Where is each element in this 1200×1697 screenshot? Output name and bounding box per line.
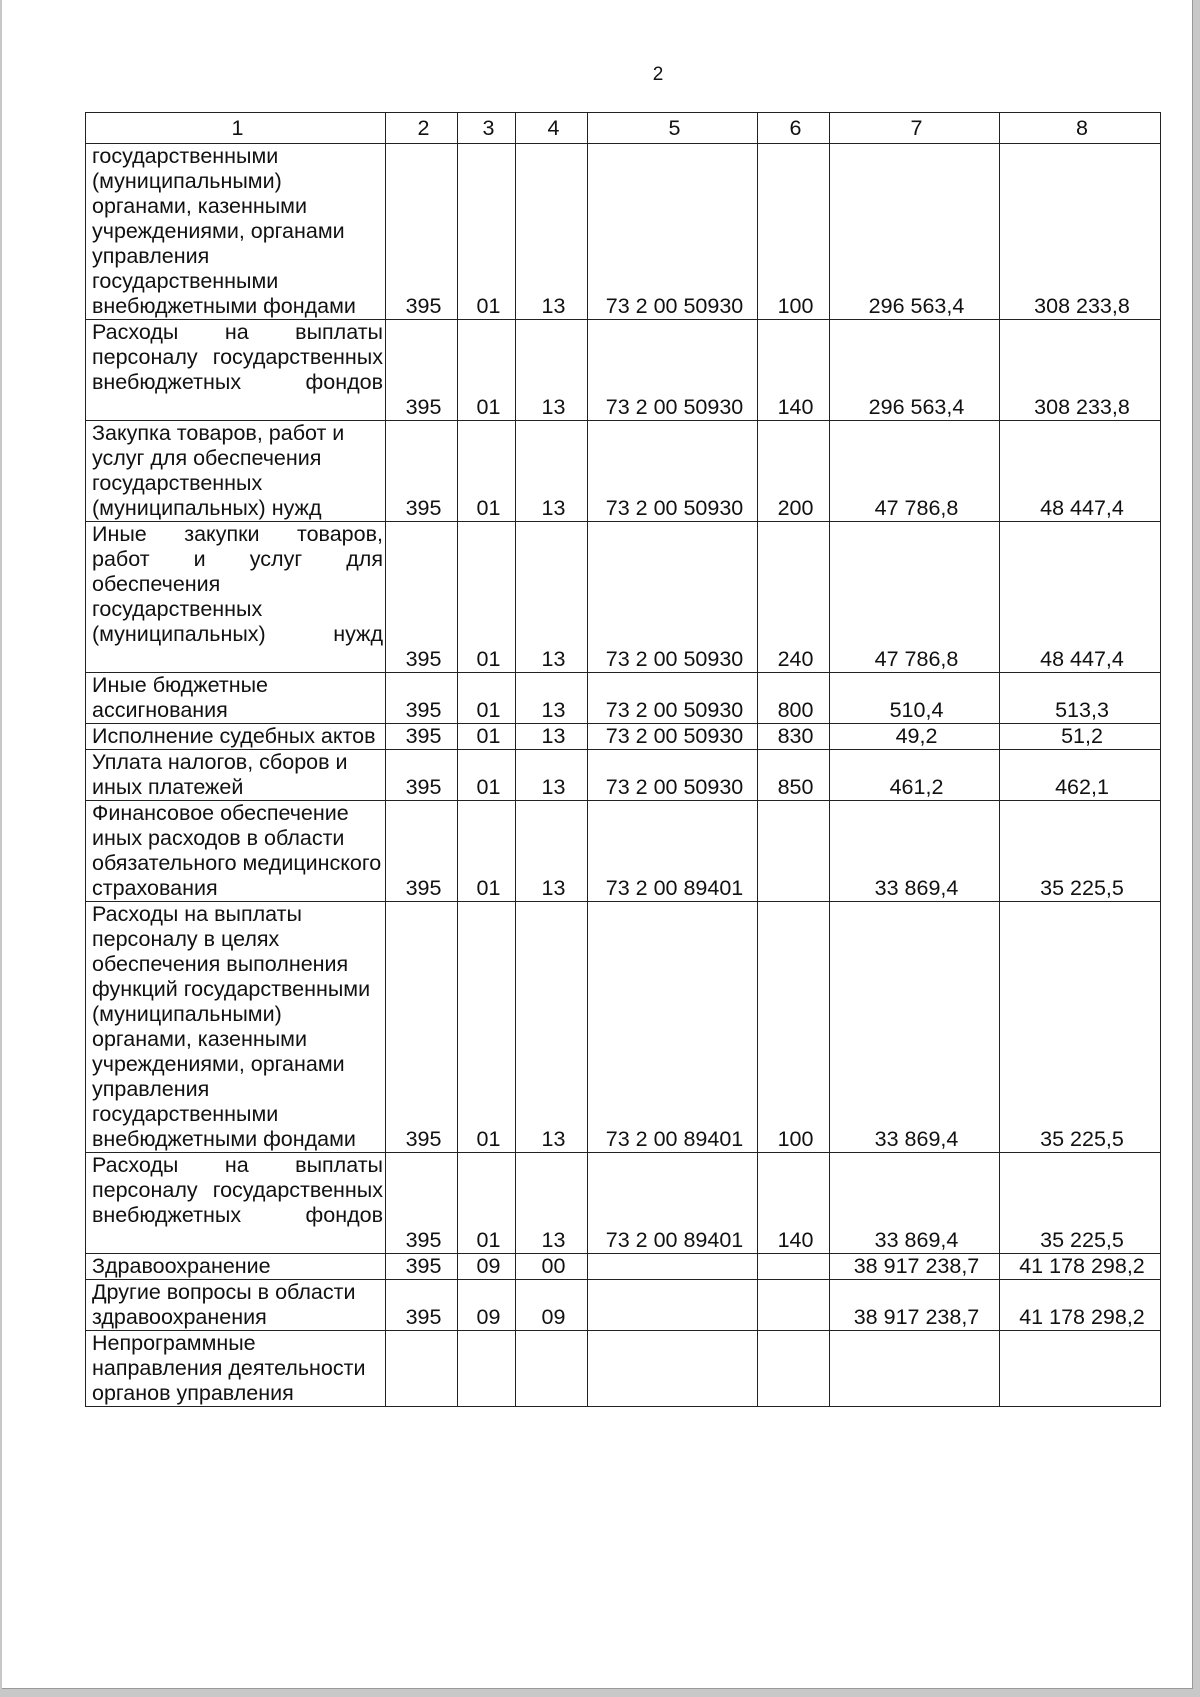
section-code: 01 [458,750,516,801]
amount-year-2: 51,2 [1000,724,1161,750]
section-code [458,1331,516,1407]
table-row [86,1331,1161,1407]
admin-code: 395 [386,1254,458,1280]
row-name: Здравоохранение [86,1254,386,1280]
target-article-code: 73 2 00 89401 [588,801,758,902]
expense-type-code: 850 [758,750,830,801]
amount-year-1 [830,1331,1000,1407]
target-article-code: 73 2 00 50930 [588,320,758,421]
expense-type-code: 100 [758,902,830,1153]
admin-code: 395 [386,724,458,750]
row-name: Непрограммные направления деятельности органов управления [86,1331,386,1407]
row-name: Иные бюджетные ассигнования [86,673,386,724]
target-article-code [588,1254,758,1280]
admin-code: 395 [386,801,458,902]
table-row [86,801,1161,902]
table-row [86,902,1161,1153]
header-cell: 1 [86,113,386,144]
section-code: 01 [458,1153,516,1254]
expense-type-code: 240 [758,522,830,673]
amount-year-2: 513,3 [1000,673,1161,724]
header-cell: 3 [458,113,516,144]
document-page [2,0,1193,1689]
header-cell: 4 [516,113,588,144]
admin-code [386,1331,458,1407]
expense-type-code: 140 [758,1153,830,1254]
amount-year-1: 296 563,4 [830,144,1000,320]
target-article-code: 73 2 00 50930 [588,673,758,724]
subsection-code: 13 [516,750,588,801]
row-name: Закупка товаров, работ и услуг для обеспечения государственных (муниципальных) нужд [86,421,386,522]
target-article-code [588,1280,758,1331]
target-article-code: 73 2 00 50930 [588,522,758,673]
subsection-code: 13 [516,673,588,724]
target-article-code: 73 2 00 89401 [588,902,758,1153]
row-name: государственными (муниципальными) органами, казенными учреждениями, органами управления государственными внебюджетными фондами [86,144,386,320]
row-name: Другие вопросы в области здравоохранения [86,1280,386,1331]
row-name: Расходы на выплаты персоналу государственных внебюджетных фондов [86,1153,386,1254]
amount-year-2: 41 178 298,2 [1000,1280,1161,1331]
amount-year-2: 308 233,8 [1000,320,1161,421]
subsection-code: 13 [516,902,588,1153]
target-article-code [588,1331,758,1407]
admin-code: 395 [386,144,458,320]
amount-year-1: 33 869,4 [830,902,1000,1153]
row-name: Расходы на выплаты персоналу в целях обеспечения выполнения функций государственными (муниципальными) органами, казенными учреждениями, органами управления государственными внебюджетными фондами [86,902,386,1153]
subsection-code: 13 [516,320,588,421]
target-article-code: 73 2 00 50930 [588,144,758,320]
amount-year-2 [1000,1331,1161,1407]
section-code: 01 [458,902,516,1153]
admin-code: 395 [386,750,458,801]
amount-year-1: 296 563,4 [830,320,1000,421]
page-number: 2 [652,64,664,85]
table-row [86,1153,1161,1254]
amount-year-2: 35 225,5 [1000,801,1161,902]
subsection-code: 13 [516,522,588,673]
section-code: 01 [458,421,516,522]
amount-year-1: 33 869,4 [830,801,1000,902]
amount-year-2: 35 225,5 [1000,902,1161,1153]
amount-year-1: 47 786,8 [830,522,1000,673]
amount-year-1: 47 786,8 [830,421,1000,522]
expense-type-code: 100 [758,144,830,320]
table-row [86,522,1161,673]
amount-year-2: 35 225,5 [1000,1153,1161,1254]
subsection-code: 13 [516,144,588,320]
expense-type-code [758,1331,830,1407]
amount-year-1: 38 917 238,7 [830,1254,1000,1280]
header-cell: 6 [758,113,830,144]
table-row [86,1280,1161,1331]
row-name: Иные закупки товаров, работ и услуг для обеспечения государственных (муниципальных) нужд [86,522,386,673]
section-code: 01 [458,801,516,902]
admin-code: 395 [386,320,458,421]
expense-type-code [758,1280,830,1331]
table-row [86,724,1161,750]
section-code: 01 [458,522,516,673]
table-row [86,320,1161,421]
admin-code: 395 [386,421,458,522]
amount-year-1: 49,2 [830,724,1000,750]
table-row [86,673,1161,724]
amount-year-1: 461,2 [830,750,1000,801]
amount-year-1: 38 917 238,7 [830,1280,1000,1331]
amount-year-2: 48 447,4 [1000,522,1161,673]
admin-code: 395 [386,522,458,673]
row-name: Расходы на выплаты персоналу государственных внебюджетных фондов [86,320,386,421]
amount-year-1: 510,4 [830,673,1000,724]
subsection-code: 00 [516,1254,588,1280]
header-row [86,113,1161,144]
section-code: 01 [458,320,516,421]
section-code: 09 [458,1254,516,1280]
admin-code: 395 [386,1280,458,1331]
admin-code: 395 [386,673,458,724]
table-row [86,1254,1161,1280]
section-code: 09 [458,1280,516,1331]
subsection-code: 13 [516,801,588,902]
table-row [86,144,1161,320]
subsection-code: 13 [516,421,588,522]
admin-code: 395 [386,902,458,1153]
subsection-code: 09 [516,1280,588,1331]
section-code: 01 [458,673,516,724]
expense-type-code: 140 [758,320,830,421]
table-row [86,421,1161,522]
budget-table [85,112,1161,1407]
section-code: 01 [458,144,516,320]
amount-year-1: 33 869,4 [830,1153,1000,1254]
amount-year-2: 308 233,8 [1000,144,1161,320]
subsection-code: 13 [516,724,588,750]
amount-year-2: 48 447,4 [1000,421,1161,522]
amount-year-2: 41 178 298,2 [1000,1254,1161,1280]
target-article-code: 73 2 00 89401 [588,1153,758,1254]
row-name: Финансовое обеспечение иных расходов в области обязательного медицинского страхования [86,801,386,902]
header-cell: 8 [1000,113,1161,144]
row-name: Уплата налогов, сборов и иных платежей [86,750,386,801]
subsection-code: 13 [516,1153,588,1254]
header-cell: 2 [386,113,458,144]
admin-code: 395 [386,1153,458,1254]
table-row [86,750,1161,801]
expense-type-code [758,1254,830,1280]
target-article-code: 73 2 00 50930 [588,724,758,750]
target-article-code: 73 2 00 50930 [588,421,758,522]
row-name: Исполнение судебных актов [86,724,386,750]
expense-type-code [758,801,830,902]
expense-type-code: 830 [758,724,830,750]
target-article-code: 73 2 00 50930 [588,750,758,801]
amount-year-2: 462,1 [1000,750,1161,801]
header-cell: 7 [830,113,1000,144]
header-cell: 5 [588,113,758,144]
expense-type-code: 800 [758,673,830,724]
subsection-code [516,1331,588,1407]
expense-type-code: 200 [758,421,830,522]
section-code: 01 [458,724,516,750]
